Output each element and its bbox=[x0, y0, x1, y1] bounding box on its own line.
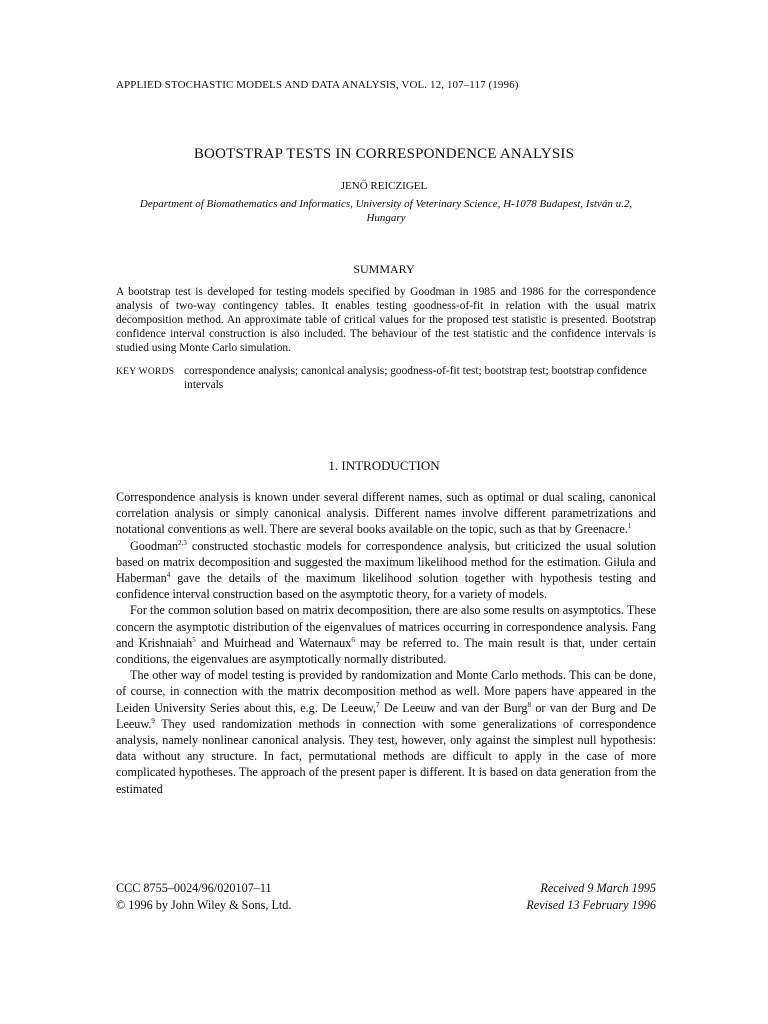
citation-ref: 8 bbox=[527, 700, 532, 709]
paragraph-1: Correspondence analysis is known under several different names, such as optimal or dual scaling, canonical correlation analysis or simply canonical analysis. Different names involve different parametrizations and notational conventions as well. There are several books available on the topic, such as that by Greenacre.$^1$ bbox=[116, 490, 656, 537]
footer-publication-info bbox=[116, 880, 291, 914]
citation-ref: 1 bbox=[627, 522, 632, 531]
paragraph-2: Goodman$^{2,3}$ constructed stochastic models for correspondence analysis, but criticized the usual solution based on matrix decomposition and suggested the maximum likelihood method for the estimation. Gilula and Haberman$^4$ gave the details of the maximum likelihood solution together with hypothesis testing and confidence interval construction based on the asymptotic theory, for a variety of models. bbox=[116, 538, 656, 602]
keywords-label: KEY WORDS bbox=[116, 367, 175, 377]
citation-ref: 7 bbox=[376, 700, 380, 709]
citation-ref: 5 bbox=[192, 635, 196, 644]
summary-text: A bootstrap test is developed for testing models specified by Goodman in 1985 and 1986 for the correspondence analysis of two-way contingency tables. It enables testing goodness-of-fit in relation with the usual matrix decomposition method. An approximate table of critical values for the proposed test statistic is presented. Bootstrap confidence interval construction is also included. The behaviour of the test statistic and the confidence intervals is studied using Monte Carlo simulation. bbox=[116, 286, 656, 354]
citation-ref: 9 bbox=[151, 716, 155, 725]
author-affiliation bbox=[116, 197, 656, 225]
keywords-list: correspondence analysis; canonical analysis; goodness-of-fit test; bootstrap test; bootstrap confidence intervals bbox=[184, 365, 647, 391]
running-head: APPLIED STOCHASTIC MODELS AND DATA ANALYSIS, VOL. 12, 107–117 (1996) bbox=[116, 79, 519, 91]
keywords bbox=[116, 364, 656, 392]
revised-date: Revised 13 February 1996 bbox=[526, 898, 656, 912]
footer-dates bbox=[526, 880, 656, 914]
paragraph-4: The other way of model testing is provided by randomization and Monte Carlo methods. This can be done, of course, in connection with the matrix decomposition method as well. More papers have appeared in the Leiden University Series about this, e.g. De Leeuw,$^7$ De Leeuw and van der Burg$^8$ or van der Burg and De Leeuw.$^9$ They used randomization methods in connection with some generalizations of correspondence analysis, namely nonlinear canonical analysis. They test, however, only against the simplest null hypothesis: data without any structure. In fact, permutational methods are difficult to apply in the case of more complicated hypotheses. The approach of the present paper is different. It is based on data generation from the estimated bbox=[116, 668, 657, 796]
summary-heading: SUMMARY bbox=[353, 262, 415, 276]
author-name: JENŐ REICZIGEL bbox=[340, 180, 428, 192]
copyright-notice: © 1996 by John Wiley & Sons, Ltd. bbox=[116, 898, 292, 912]
ccc-code: CCC 8755–0024/96/020107–11 bbox=[116, 881, 272, 895]
paper-title: BOOTSTRAP TESTS IN CORRESPONDENCE ANALYSIS bbox=[193, 146, 575, 162]
citation-ref: 2,3 bbox=[178, 538, 187, 547]
paragraph-3: For the common solution based on matrix decomposition, there are also some results on asymptotics. These concern the asymptotic distribution of the eigenvalues of matrices occurring in correspondence analysis. Fang and Krishnaiah$^5$ and Muirhead and Waternaux$^6$ may be referred to. The main result is that, under certain conditions, the eigenvalues are asymptotically normally distributed. bbox=[116, 603, 656, 667]
affiliation-line-1: Department of Biomathematics and Informatics, University of Veterinary Science, H-1078 Budapest, István u.2, bbox=[139, 198, 633, 210]
section-heading: 1. INTRODUCTION bbox=[328, 458, 440, 473]
citation-ref: 6 bbox=[351, 635, 355, 644]
received-date: Received 9 March 1995 bbox=[540, 881, 656, 895]
citation-ref: 4 bbox=[166, 570, 171, 579]
introduction-body bbox=[116, 489, 656, 797]
affiliation-line-2: Hungary bbox=[366, 212, 406, 224]
